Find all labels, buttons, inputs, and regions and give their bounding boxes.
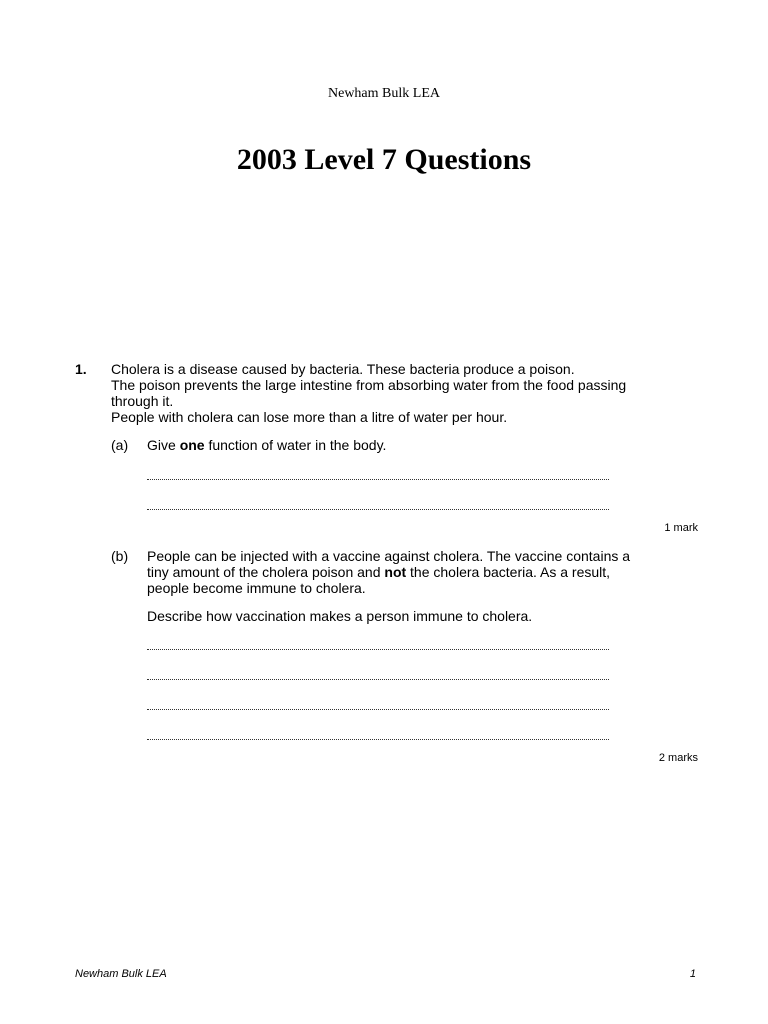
part-b-answer-line-3[interactable]: [147, 709, 609, 710]
question-number: 1.: [75, 361, 87, 377]
part-b-answer-line-1[interactable]: [147, 649, 609, 650]
intro-line-2: The poison prevents the large intestine from absorbing water from the food passing through it.: [111, 377, 627, 409]
intro-line-3: People with cholera can lose more than a litre of water per hour.: [111, 409, 508, 425]
part-b-instruction: Describe how vaccination makes a person immune to cholera.: [147, 608, 533, 624]
part-a-text-after: function of water in the body.: [204, 437, 387, 453]
part-b-answer-line-4[interactable]: [147, 739, 609, 740]
part-a-text-before: Give: [147, 437, 180, 453]
part-b-question: [147, 548, 647, 596]
part-a-answer-line-1[interactable]: [147, 479, 609, 480]
part-b-label: (b): [111, 548, 129, 564]
part-a-answer-line-2[interactable]: [147, 509, 609, 510]
intro-line-1: Cholera is a disease caused by bacteria. These bacteria produce a poison.: [111, 361, 575, 377]
part-b-text-bold: not: [384, 564, 407, 580]
footer-organization: Newham Bulk LEA: [75, 968, 167, 980]
part-a-question: [147, 437, 647, 453]
part-b-marks: 2 marks: [658, 752, 698, 764]
page-number: 1: [689, 968, 696, 980]
part-a-text-bold: one: [179, 437, 205, 453]
part-b-answer-line-2[interactable]: [147, 679, 609, 680]
part-a-marks: 1 mark: [664, 522, 698, 534]
header-organization: Newham Bulk LEA: [328, 86, 440, 101]
question-intro: [111, 361, 651, 425]
page-title: 2003 Level 7 Questions: [236, 143, 532, 176]
part-b-text-before: People can be injected with a vaccine against cholera. The vaccine contains a tiny amount of the cholera poison and: [147, 548, 631, 580]
part-a-label: (a): [111, 437, 129, 453]
part-b-text-after: the cholera bacteria. As a result, people become immune to cholera.: [147, 564, 611, 596]
